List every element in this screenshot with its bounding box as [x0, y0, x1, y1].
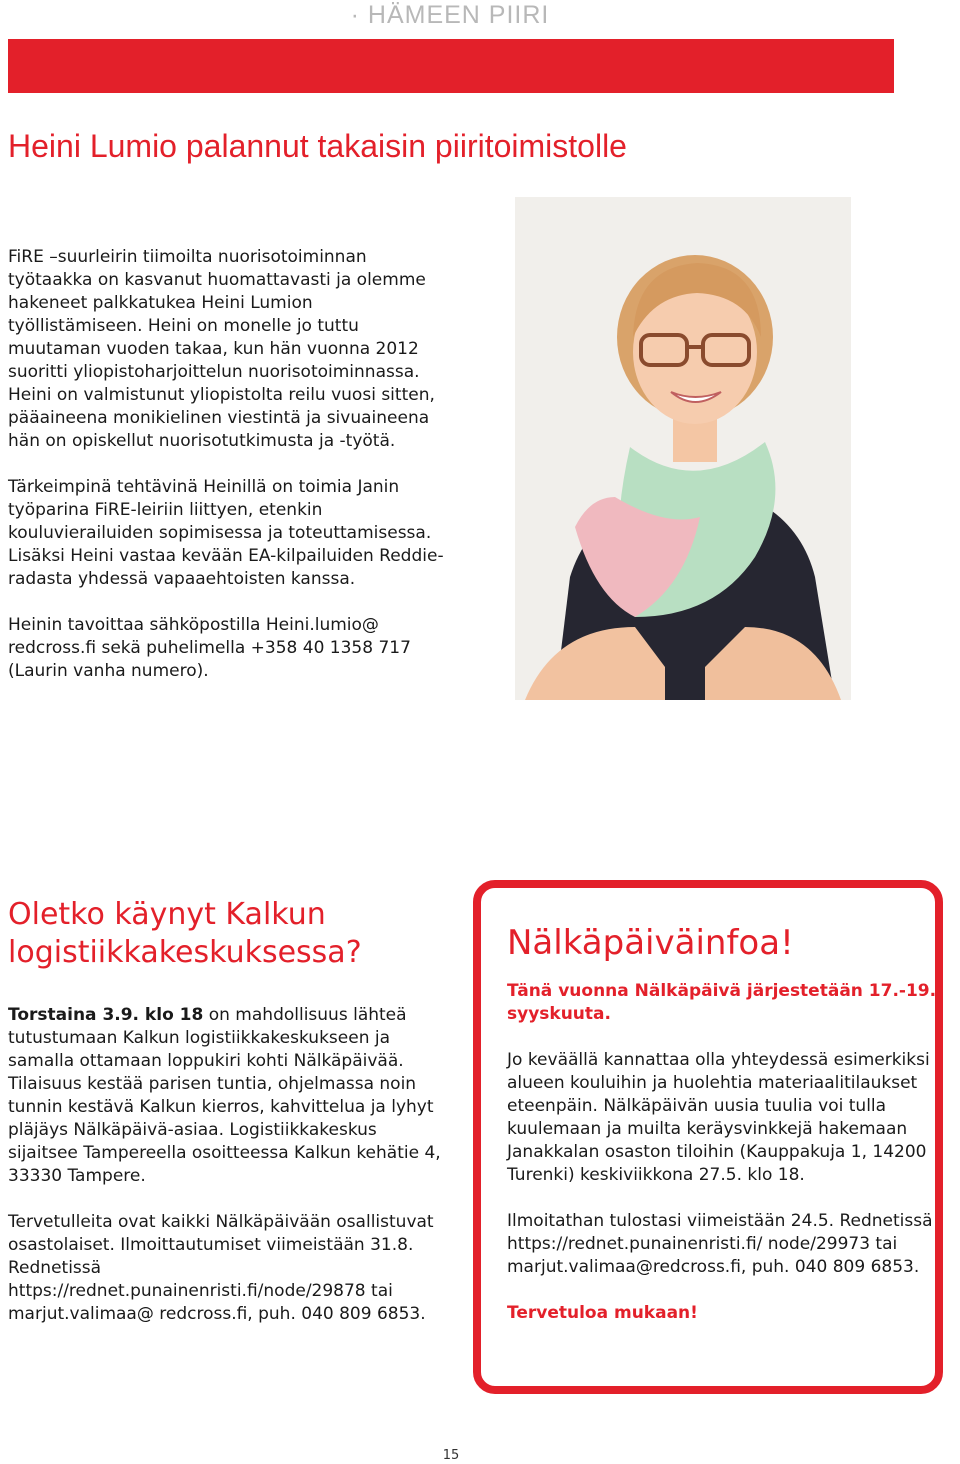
info-box-closing: Tervetuloa mukaan! — [507, 1303, 698, 1323]
article-body — [8, 246, 448, 706]
info-box-paragraph-1: Jo keväällä kannattaa olla yhteydessä esimerkiksi alueen kouluihin ja huolehtia materiaalitilaukset eteenpäin. Nälkäpäivän uusia tuulia voi tulla kuulemaan ja muilta keräysvinkkejä hakemaan Janakkalan osaston tiloihin (Kauppakuja 1, 14200 Turenki) keskiviikkona 27.5. klo 18. — [507, 1050, 930, 1185]
logistics-section — [8, 896, 448, 1349]
header-red-bar — [8, 39, 894, 93]
logistics-paragraph-2: Tervetulleita ovat kaikki Nälkäpäivään osallistuvat osastolaiset. Ilmoittautumiset viimeistään 31.8. Rednetissä https://rednet.punainenristi.fi/node/29878 tai marjut.valimaa@ redcross.fi, puh. 040 809 6853. — [8, 1212, 434, 1324]
logistics-paragraph-1-text: on mahdollisuus lähteä tutustumaan Kalkun logistiikkakeskukseen ja samalla ottamaan loppukiri kohti Nälkäpäivää. Tilaisuus kestää parisen tuntia, ohjelmassa noin tunnin kestävä Kalkun kierros, kahvittelua ja lyhyt pläjäys Nälkäpäivä-asiaa. Logistiikkakeskus sijaitsee Tampereella osoitteessa Kalkun kehätie 4, 33330 Tampere. — [8, 1005, 441, 1186]
article-title: Heini Lumio palannut takaisin piiritoimistolle — [8, 128, 627, 164]
article-paragraph-3: Heinin tavoittaa sähköpostilla Heini.lumio@ redcross.fi sekä puhelimella +358 40 1358 717 (Laurin vanha numero). — [8, 615, 411, 681]
info-box-subtitle: Tänä vuonna Nälkäpäivä järjestetään 17.-19. syyskuuta. — [507, 981, 937, 1024]
logistics-paragraph-1 — [8, 1004, 448, 1188]
info-box-title: Nälkäpäiväinfoa! — [507, 923, 794, 963]
logistics-date: Torstaina 3.9. klo 18 — [8, 1005, 204, 1025]
page-number: 15 — [442, 1448, 460, 1463]
nalkapaiva-info-box — [473, 880, 943, 1394]
article-paragraph-2: Tärkeimpinä tehtävinä Heinillä on toimia Janin työparina FiRE-leiriin liittyen, etenkin kouluvierailuiden sopimisessa ja toteuttamisessa. Lisäksi Heini vastaa kevään EA-kilpailuiden Reddie-radasta yhdessä vapaaehtoisten kanssa. — [8, 477, 444, 589]
logistics-title: Oletko käynyt Kalkun logistiikkakeskuksessa? — [8, 897, 362, 970]
header-section-label: · HÄMEEN PIIRI — [350, 1, 550, 29]
info-box-paragraph-2: Ilmoitathan tulostasi viimeistään 24.5. Rednetissä https://rednet.punainenristi.fi/ node/29973 tai marjut.valimaa@redcross.fi, puh. 040 809 6853. — [507, 1211, 933, 1277]
portrait-photo — [515, 197, 851, 700]
portrait-illustration — [515, 197, 851, 700]
article-paragraph-1: FiRE –suurleirin tiimoilta nuorisotoiminnan työtaakka on kasvanut huomattavasti ja olemme hakeneet palkkatukea Heini Lumion työllistämiseen. Heini on monelle jo tuttu muutaman vuoden takaa, kun hän vuonna 2012 suoritti yliopistoharjoittelun nuorisotoiminnassa. Heini on valmistunut yliopistolta reilu vuosi sitten, pääaineena monikielinen viestintä ja sivuaineena hän on opiskellut nuorisotutkimusta ja -työtä. — [8, 247, 435, 451]
